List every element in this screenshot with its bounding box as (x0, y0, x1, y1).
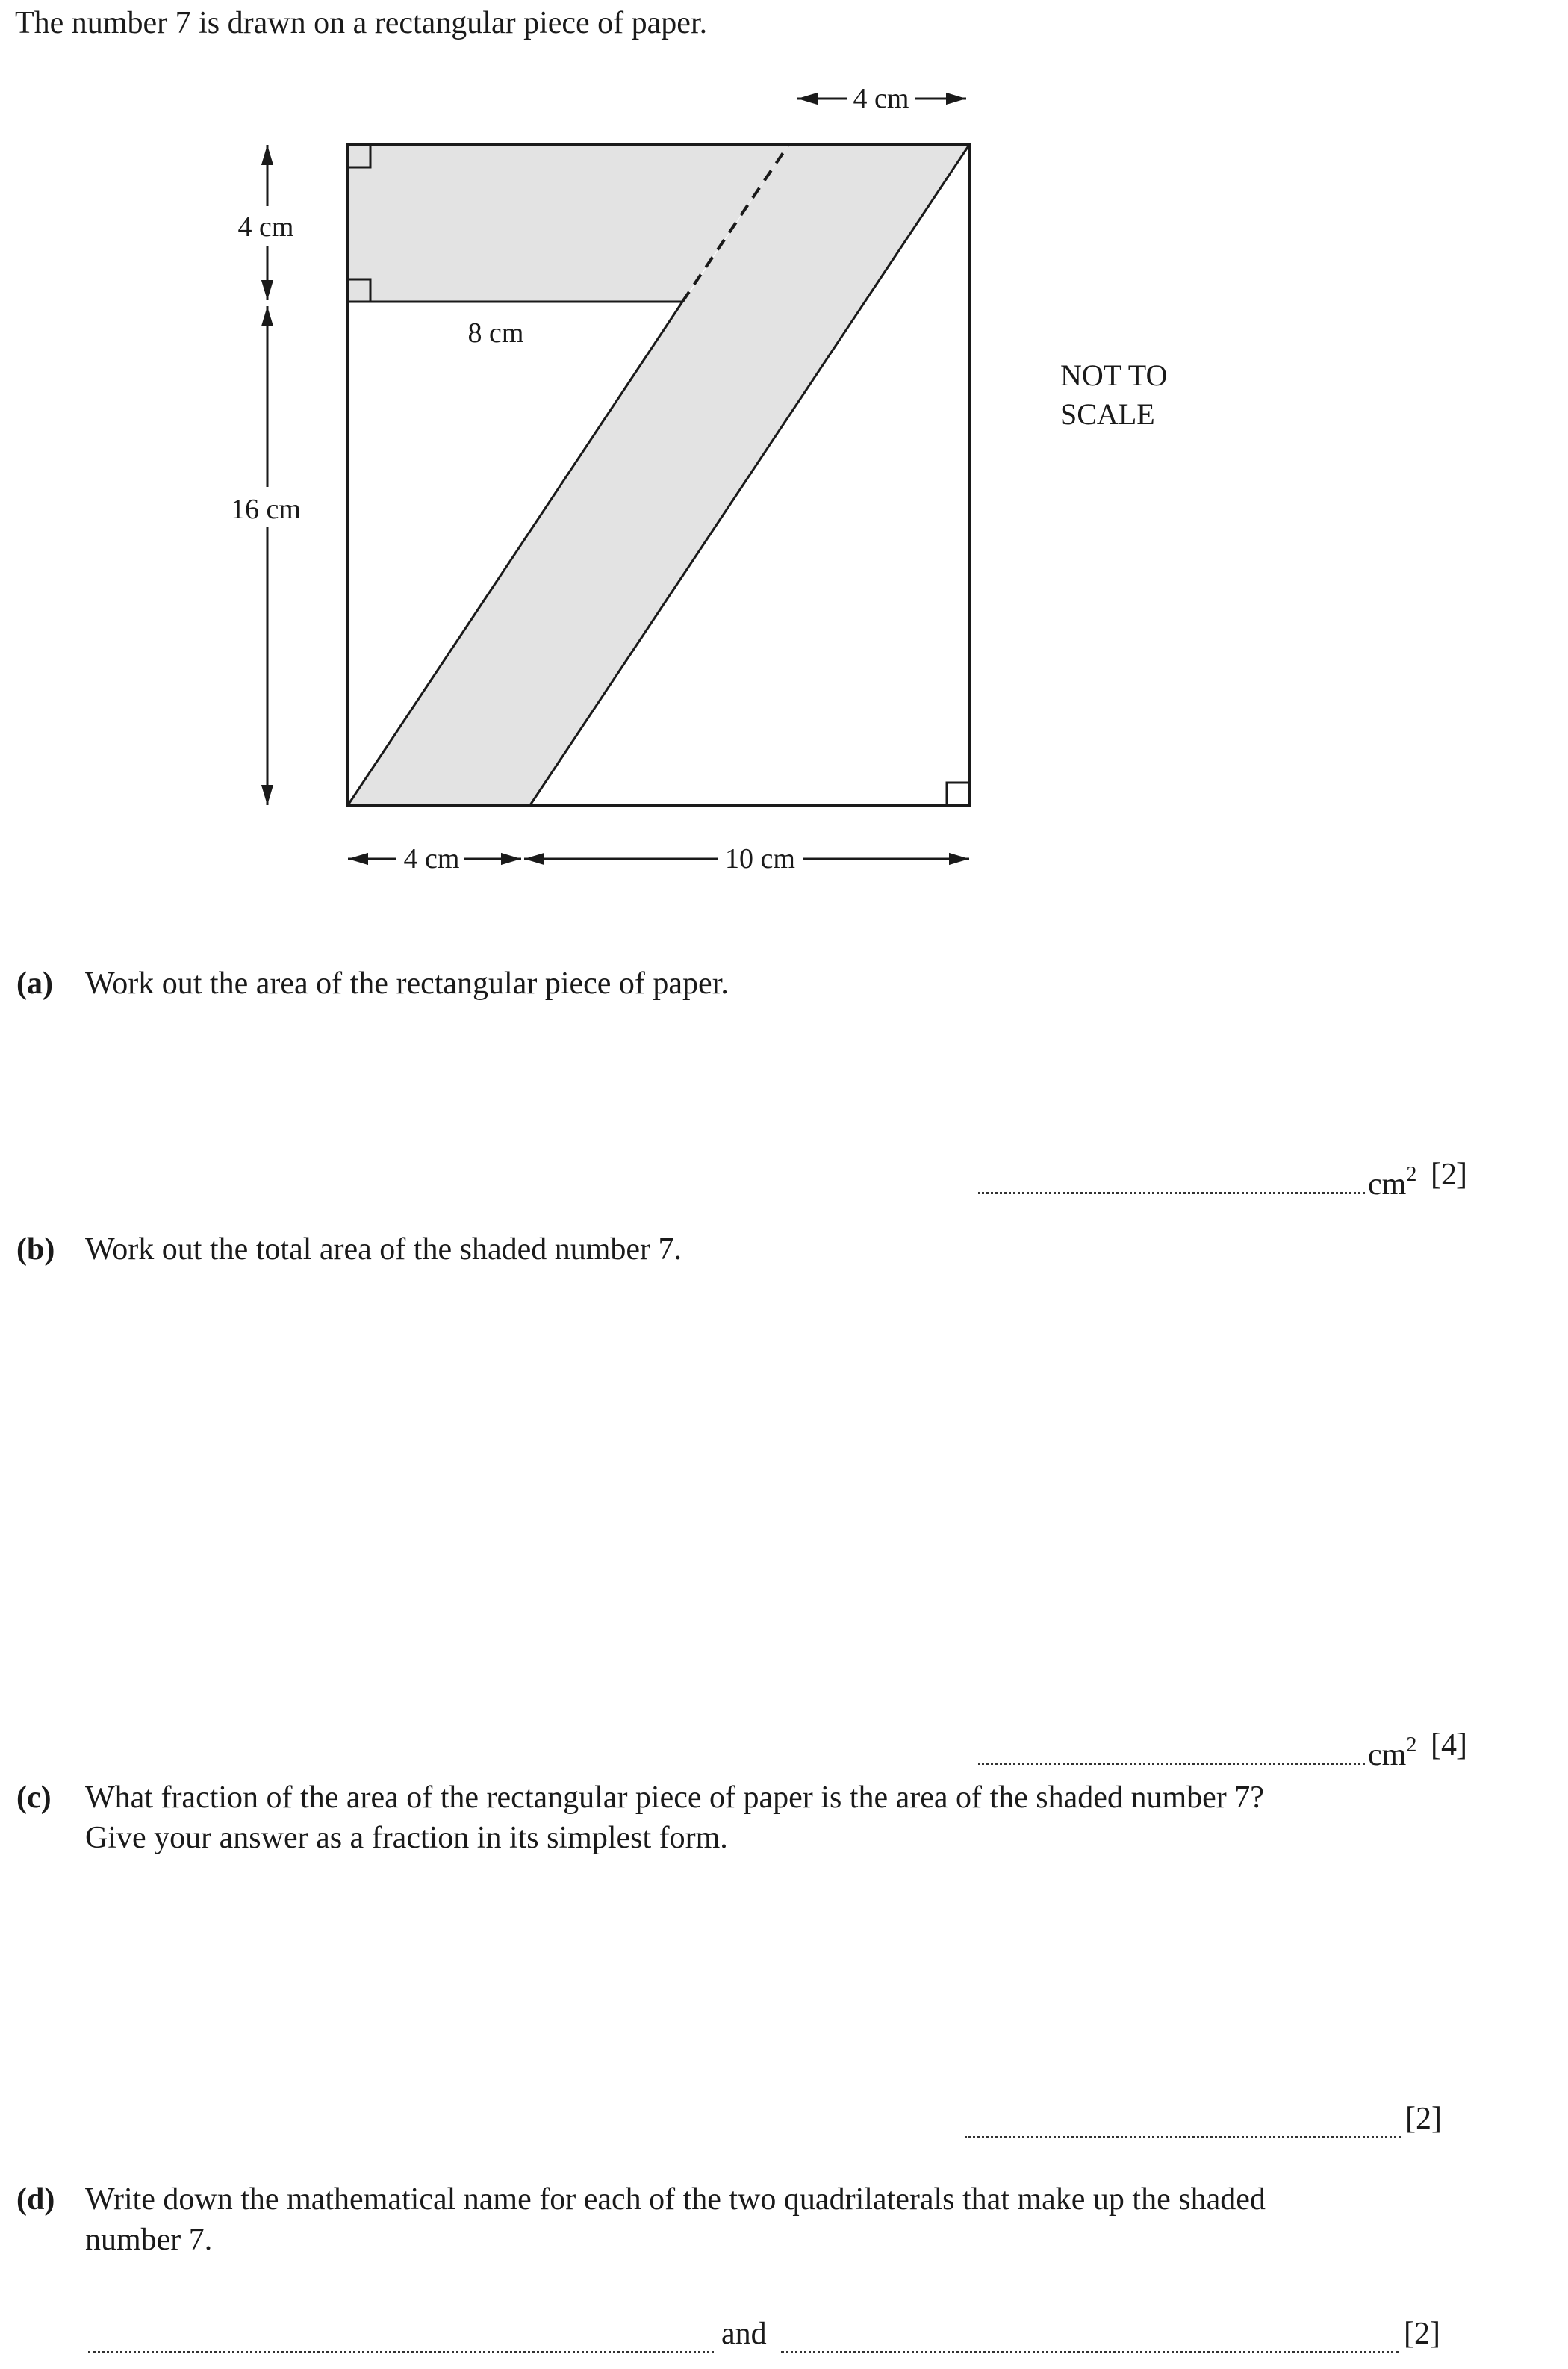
part-d-answer-line-2[interactable] (781, 2351, 1399, 2353)
bottom-left-width-label: 4 cm (403, 843, 460, 875)
part-c-question-line2: Give your answer as a fraction in its simplest form. (85, 1821, 728, 1855)
part-a-question: Work out the area of the rectangular piece of paper. (85, 966, 729, 1001)
intro-text: The number 7 is drawn on a rectangular piece of paper. (15, 6, 708, 40)
left-main-height-label: 16 cm (231, 494, 301, 525)
part-d-marks: [2] (1404, 2317, 1440, 2351)
part-a-marks: [2] (1431, 1158, 1467, 1192)
part-d-joiner: and (721, 2317, 767, 2351)
part-d-question-line1: Write down the mathematical name for each of the two quadrilaterals that make up the shaded (85, 2182, 1266, 2217)
part-b-label: (b) (16, 1232, 55, 1267)
number-seven-diagram (0, 0, 1568, 896)
part-d-question-line2: number 7. (85, 2223, 213, 2257)
top-width-label: 4 cm (853, 83, 909, 114)
bottom-right-width-label: 10 cm (725, 843, 795, 875)
part-d-answer-line-1[interactable] (88, 2351, 714, 2353)
part-a-unit: $cm^2$ (1368, 1163, 1417, 1202)
not-to-scale-line2: SCALE (1060, 397, 1155, 431)
part-c-label: (c) (16, 1780, 52, 1815)
right-angle-marker-bottom (947, 783, 969, 805)
part-c-question-line1: What fraction of the area of the rectangular piece of paper is the area of the shaded number 7? (85, 1780, 1264, 1815)
part-c-marks: [2] (1405, 2102, 1442, 2136)
part-a-label: (a) (16, 966, 53, 1001)
part-a-answer-line[interactable] (978, 1192, 1365, 1194)
part-d-label: (d) (16, 2182, 55, 2217)
not-to-scale-line1: NOT TO (1060, 358, 1168, 392)
part-b-unit: $cm^2$ (1368, 1733, 1417, 1772)
part-b-question: Work out the total area of the shaded number 7. (85, 1232, 682, 1267)
left-top-height-label: 4 cm (237, 211, 294, 243)
part-b-answer-line[interactable] (978, 1763, 1365, 1765)
part-c-answer-line[interactable] (965, 2136, 1401, 2138)
part-b-marks: [4] (1431, 1728, 1467, 1763)
inner-width-label: 8 cm (467, 317, 524, 349)
